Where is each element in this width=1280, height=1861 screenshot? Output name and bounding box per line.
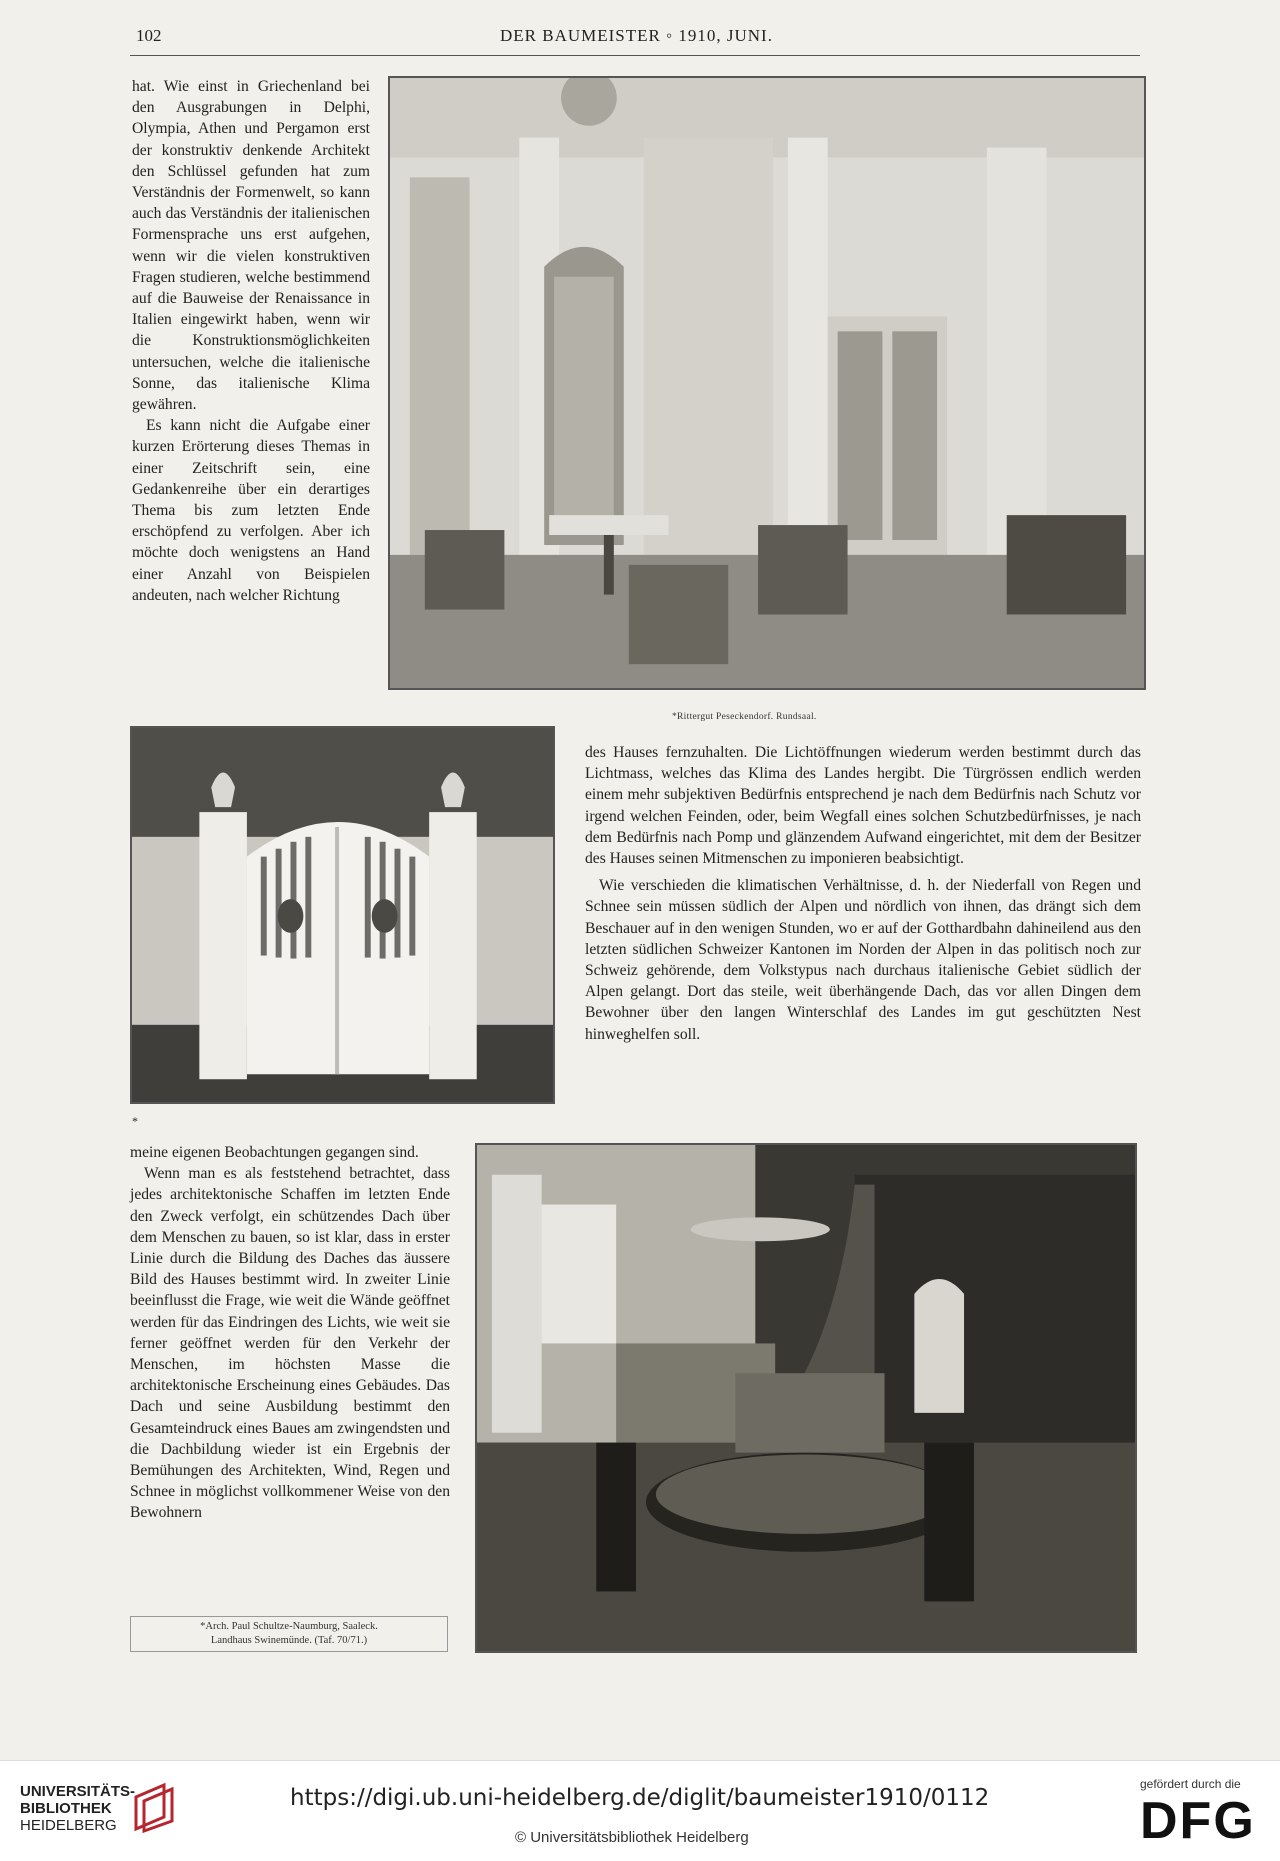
viewer-footer: [0, 1760, 1280, 1861]
caption-line: Landhaus Swinemünde. (Taf. 70/71.): [210, 1635, 368, 1646]
text-column-right: [585, 742, 1141, 1045]
copyright-notice: © Universitätsbibliothek Heidelberg: [515, 1829, 749, 1846]
paragraph: Wenn man es als feststehend betrachtet, dass jedes architektonische Schaffen im letzten Ende den Zweck verfolgt, ein schützendes Dach über dem Menschen zu bauen, so ist klar, dass in erster Linie durch die Bildung des Daches das äussere Bild des Hauses bestimmt wird. In zweiter Linie beeinflusst die Frage, wie weit die Wände geöffnet werden für das Eindringen des Lichts, wie weit sie ferner geöffnet werden für den Verkehr der Menschen, im höchsten Masse die architektonische Erscheinung eines Gebäudes. Das Dach und seine Ausbildung bestimmt den Gesamteindruck eines Baues am zwingendsten und die Dachbildung wieder ist ein Ergebnis der Bemühungen des Architekten, Wind, Regen und Schnee in möglichst vollkommener Weise von den Bewohnern: [130, 1165, 451, 1522]
caption-line: *Arch. Paul Schultze-Naumburg, Saaleck.: [200, 1621, 378, 1632]
library-emblem-icon: [130, 1779, 178, 1835]
paragraph: hat. Wie einst in Griechenland bei den Ausgrabungen in Delphi, Olympia, Athen und Pergamon erst der konstruktiv denkende Architekt den Schlüssel gefunden hat zum Verständnis der Formenwelt, so kann auch das Verständnis der italienischen Formensprache uns erst aufgehen, wenn wir die vielen konstruktiven Fragen studieren, welche bestimmend auf die Bauweise der Renaissance in Italien eingewirkt haben, wenn wir die Konstruktionsmöglichkeiten untersuchen, welche die italienische Sonne, das italienische Klima gewähren.: [132, 78, 370, 414]
library-logo-text: [20, 1783, 135, 1834]
photo-gate: [130, 726, 555, 1104]
dfg-logo: DFG: [1140, 1792, 1256, 1850]
photo-rundsaal: [388, 76, 1146, 690]
library-line: BIBLIOTHEK: [20, 1800, 112, 1817]
paragraph: Wie verschieden die klimatischen Verhältnisse, d. h. der Niederfall von Regen und Schnee sein müssen südlich der Alpen und nördlich von ihnen, das drängt sich dem Beschauer auf in den wenigen Stunden, wo er auf der Gotthardbahn dahineilend aus den letzten südlichen Schweizer Kantonen im Norden der Alpen in das politisch noch zur Schweiz gehörende, dem Volkstypus nach durchaus italienische Gebiet südlich der Alpen gelangt. Dort das steile, weit überhängende Dach, das vor allen Dingen dem Bewohner über den langen Winterschlaf des Landes im gut geschützten Nest hinweghelfen soll.: [585, 877, 1141, 1043]
footnote-star: *: [132, 1114, 138, 1128]
library-line: HEIDELBERG: [20, 1817, 117, 1834]
library-line: UNIVERSITÄTS-: [20, 1783, 136, 1800]
page-number: 102: [136, 26, 162, 45]
photo-landhaus: [475, 1143, 1137, 1653]
paragraph: des Hauses fernzuhalten. Die Lichtöffnungen wiederum werden bestimmt durch das Lichtmass, welches das Klima des Landes hergibt. Die Türgrössen endlich werden einem mehr subjektiven Bedürfnis entsprechend je nach dem Bedürfnis nach Schutz vor irgend welchen Feinden, oder, beim Wegfall eines solchen Schutzbedürfnisses, je nach dem Bedürfnis nach Pomp und glänzendem Aufwand eingerichtet, mit dem der Besitzer des Hauses seinen Mitmenschen zu imponieren beabsichtigt.: [585, 744, 1141, 868]
running-title: DER BAUMEISTER ◦ 1910, JUNI.: [500, 26, 773, 45]
permalink-url[interactable]: https://digi.ub.uni-heidelberg.de/diglit/baumeister1910/0112: [290, 1785, 990, 1811]
page-header: [130, 24, 1140, 56]
funding-label: gefördert durch die: [1140, 1777, 1241, 1791]
paragraph: meine eigenen Beobachtungen gegangen sind.: [130, 1144, 419, 1161]
caption-landhaus: [130, 1616, 448, 1652]
text-column-left: [132, 76, 370, 606]
caption-rundsaal: *Rittergut Peseckendorf. Rundsaal.: [672, 712, 817, 722]
text-column-bottom-left: [130, 1142, 450, 1524]
paragraph: Es kann nicht die Aufgabe einer kurzen Erörterung dieses Themas in einer Zeitschrift sein, eine Gedankenreihe über ein derartiges Thema bis zum letzten Ende erschöpfend zu verfolgen. Aber ich möchte doch wenigstens an Hand einer Anzahl von Beispielen andeuten, nach welcher Richtung: [132, 417, 370, 604]
